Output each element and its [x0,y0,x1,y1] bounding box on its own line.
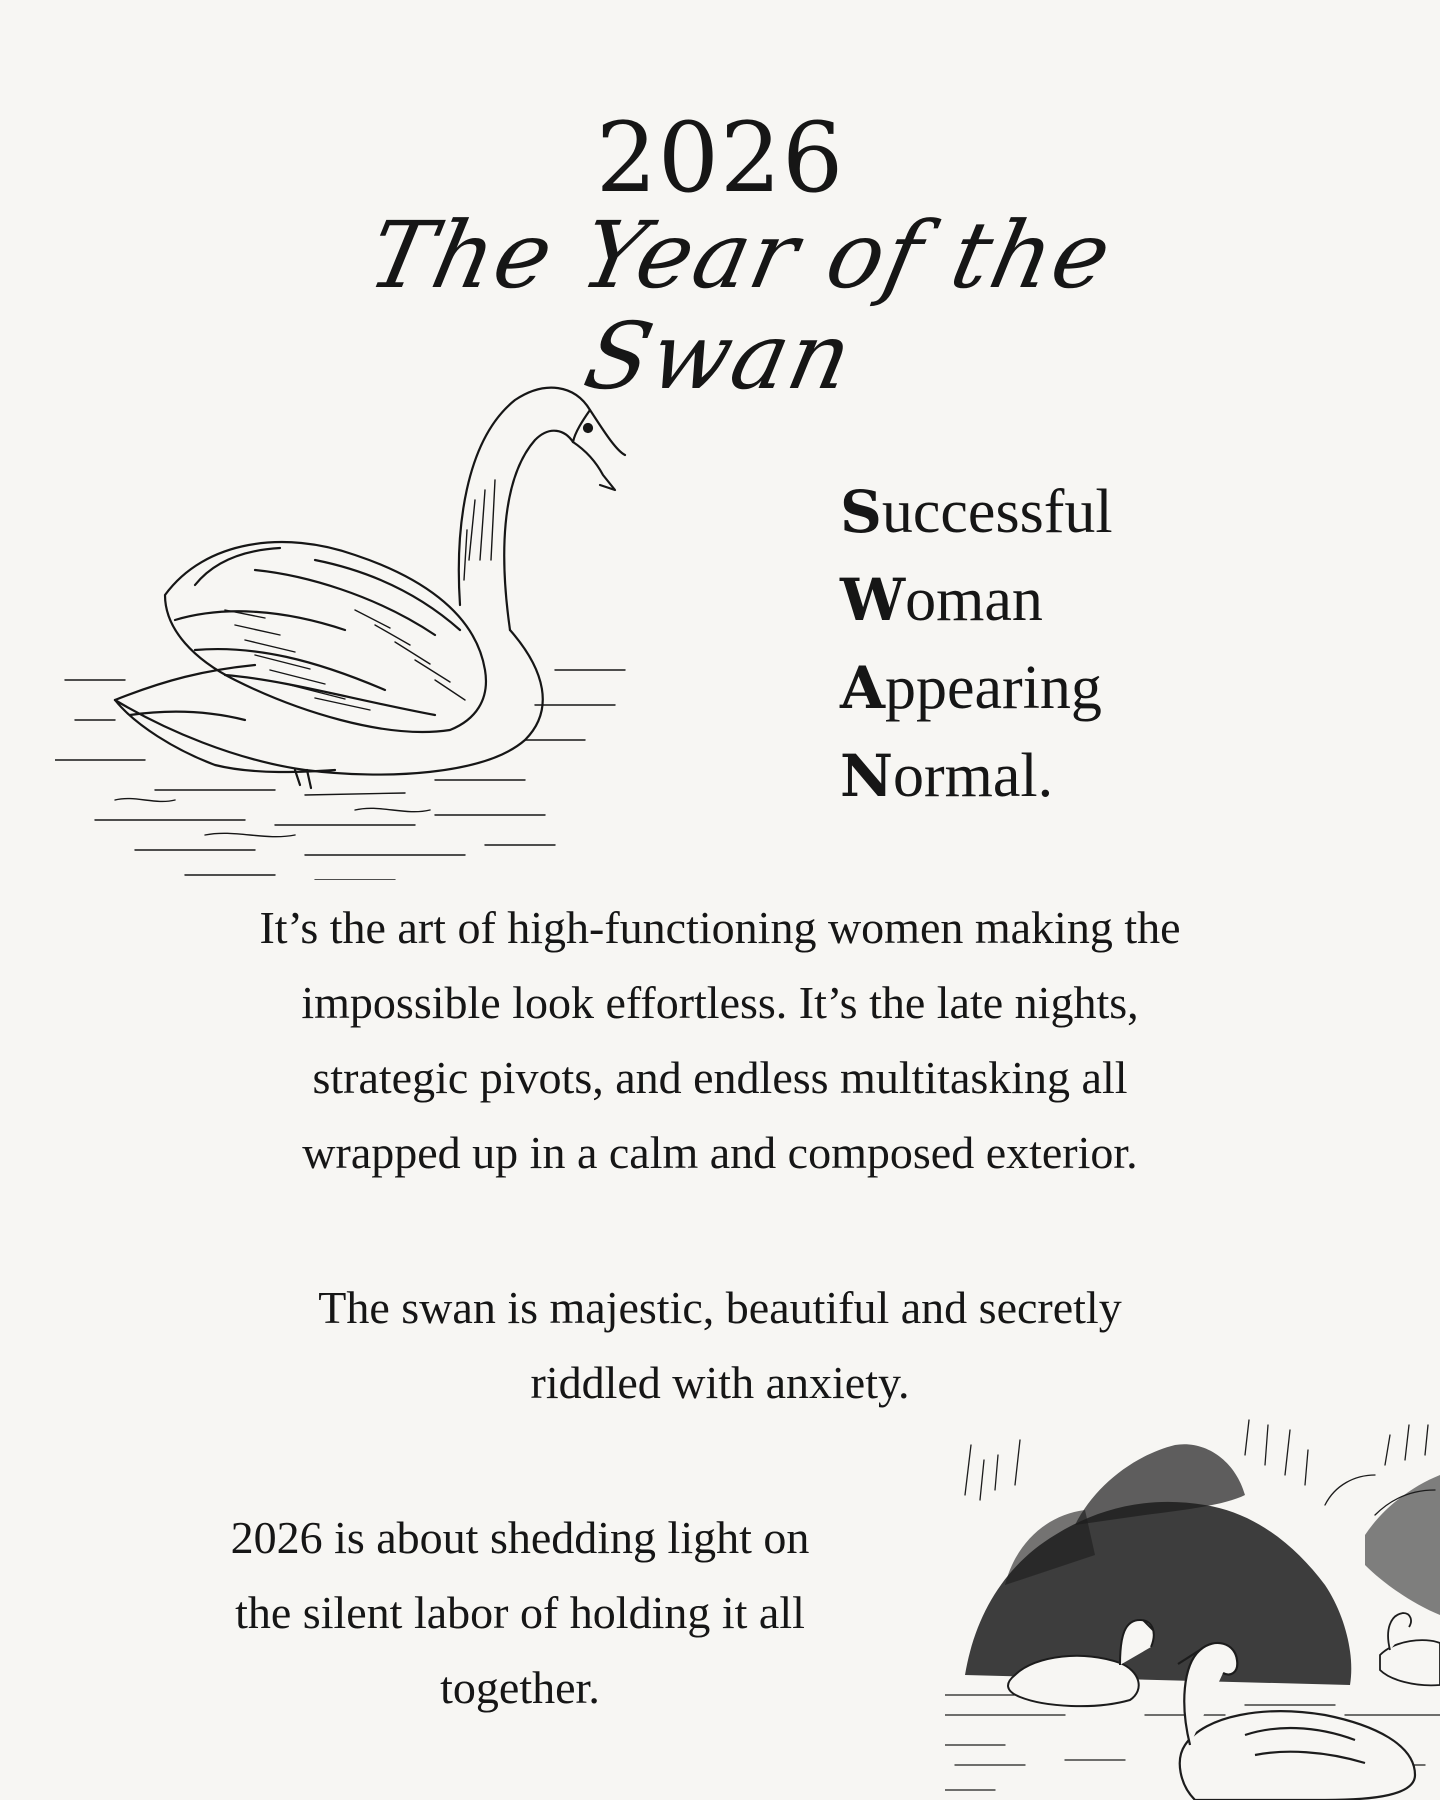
acrostic-rest: ppearing [885,654,1102,722]
script-title: The Year of the Swan [359,202,1122,411]
text-line: impossible look effortless. It’s the late nights, [301,977,1139,1028]
acrostic-row-woman [840,556,1113,644]
acrostic-rest: oman [905,566,1043,634]
acrostic-rest: uccessful [881,478,1113,546]
swan-acrostic [840,468,1113,820]
acrostic-row-normal [840,732,1113,820]
paragraph-art-of-swan [120,890,1320,1190]
text-line: together. [440,1662,600,1713]
swan-illustration [55,380,655,880]
acrostic-row-successful [840,468,1113,556]
text-line: It’s the art of high-functioning women making the [259,902,1181,953]
acrostic-rest: ormal. [893,742,1054,810]
acrostic-cap: A [840,654,886,722]
text-line: the silent labor of holding it all [235,1587,805,1638]
acrostic-cap: W [840,566,906,634]
acrostic-row-appearing [840,644,1113,732]
acrostic-cap: S [840,478,882,546]
text-line: 2026 is about shedding light on [230,1512,810,1563]
text-line: strategic pivots, and endless multitasking all [312,1052,1128,1103]
text-line: wrapped up in a calm and composed exterior. [302,1127,1138,1178]
text-line: The swan is majestic, beautiful and secretly [318,1282,1122,1333]
paragraph-2026-about [130,1500,910,1725]
year-heading: 2026 [595,102,845,214]
swans-lake-illustration [945,1415,1440,1800]
acrostic-cap: N [840,742,894,810]
text-line: riddled with anxiety. [530,1357,910,1408]
paragraph-swan-majestic [160,1270,1280,1420]
